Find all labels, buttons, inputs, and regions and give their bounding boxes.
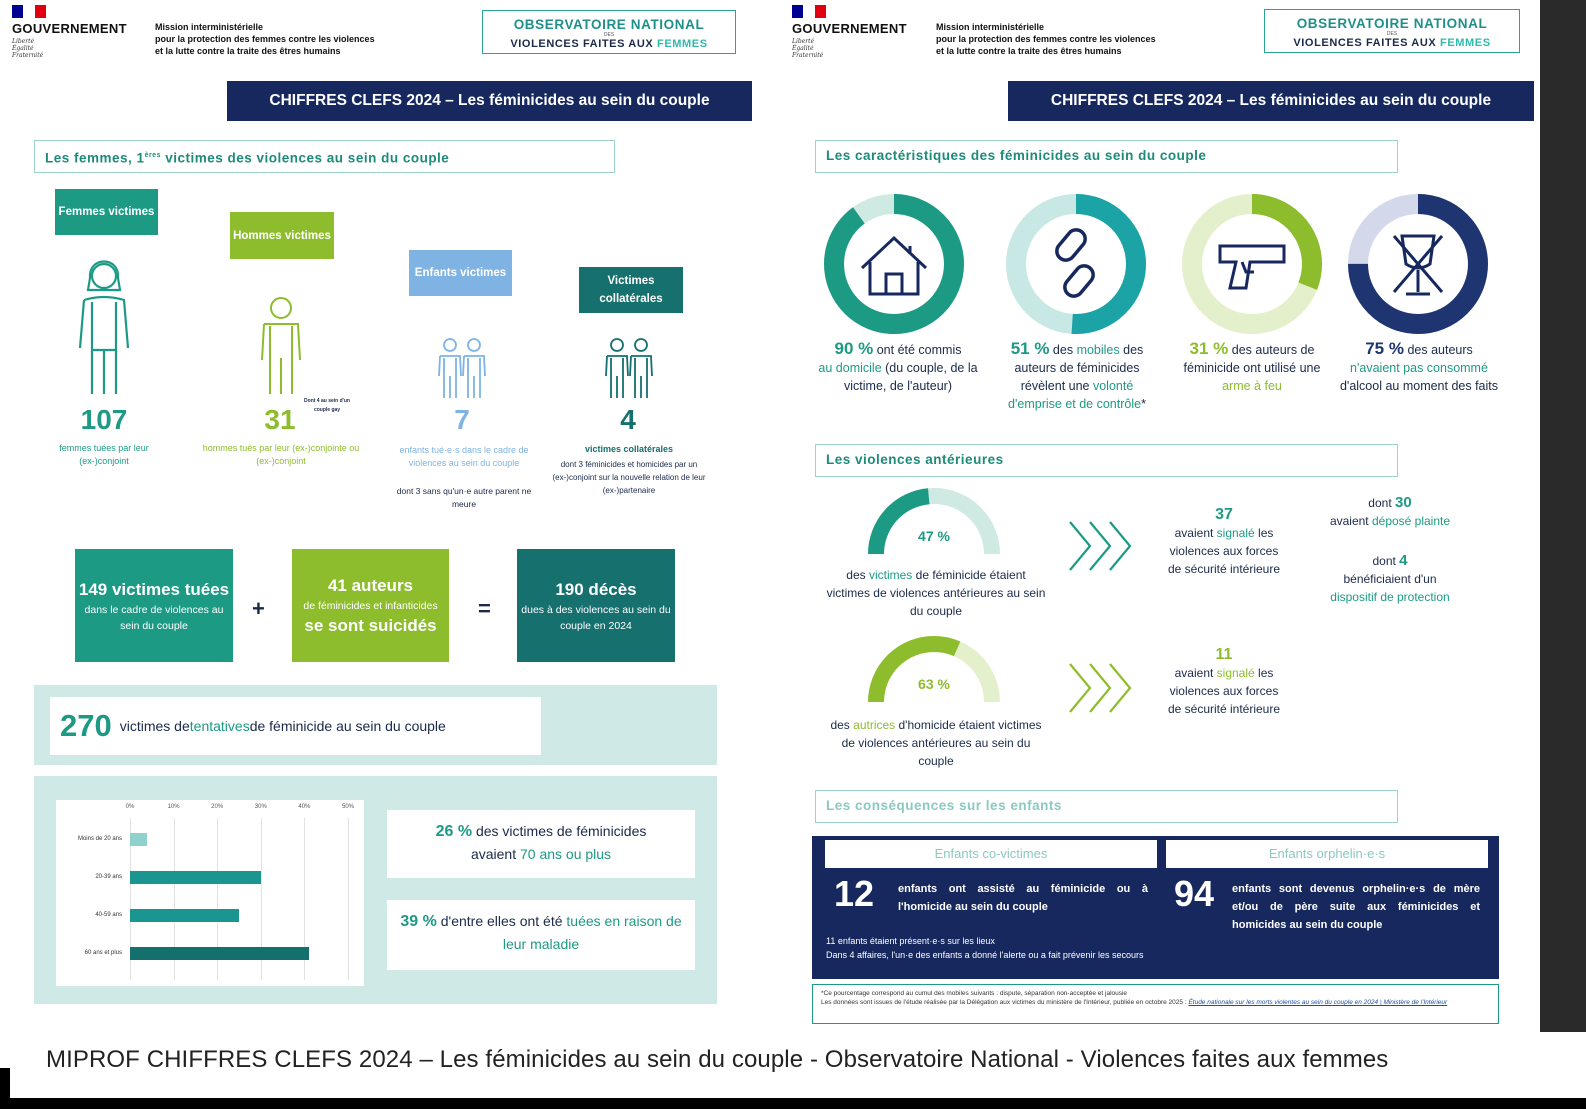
section-title-violences: Les violences antérieures bbox=[815, 444, 1398, 477]
mission-text: Mission interministérielle pour la protection des femmes contre les violences et la lutte contre la traite des êtres humains bbox=[155, 22, 375, 56]
age-bar bbox=[130, 909, 239, 922]
gauge-autrices bbox=[866, 636, 1002, 708]
age-bar-label: Moins de 20 ans bbox=[77, 836, 122, 842]
signalement-1: 37 avaient signalé les violences aux forces de sécurité intérieure bbox=[1167, 506, 1281, 576]
gov-devise: Liberté Égalité Fraternité bbox=[792, 38, 824, 59]
image-caption: MIPROF CHIFFRES CLEFS 2024 – Les féminicides au sein du couple - Observatoire National - Violences faites aux femmes bbox=[46, 1046, 1389, 1073]
gov-label: GOUVERNEMENT bbox=[12, 21, 127, 36]
note-hommes: Dont 4 au sein d'un couple gay bbox=[304, 398, 350, 413]
footnote-link[interactable]: Étude nationale sur les morts violentes au sein du couple en 2024 | Ministère de l'Intérieur bbox=[1188, 999, 1448, 1006]
caption-arme: 31 % des auteurs de féminicide ont utilisé une arme à feu bbox=[1183, 339, 1321, 393]
mission-text: Mission interministérielle pour la protection des femmes contre les violences et la lutte contre la traite des êtres humains bbox=[936, 22, 1156, 56]
caption-mobiles: 51 % des mobiles des auteurs de féminicides révèlent une volonté d'emprise et de contrôle* bbox=[1008, 339, 1146, 411]
marianne-flag-icon bbox=[792, 5, 826, 18]
screen-edge bbox=[1540, 0, 1586, 1032]
box-victimes-tuees: 149 victimes tuées dans le cadre de violences au sein du couple bbox=[75, 549, 233, 662]
ring-alcool bbox=[1346, 192, 1490, 336]
ring-mobiles bbox=[1004, 192, 1148, 336]
desc-collaterales: victimes collatérales bbox=[584, 444, 674, 454]
section-title-caracteristiques: Les caractéristiques des féminicides au sein du couple bbox=[815, 140, 1398, 173]
fact-70-ans: 26 % des victimes de féminicides avaient 70 ans ou plus bbox=[387, 810, 695, 878]
box-deces: 190 décès dues à des violences au sein du couple en 2024 bbox=[517, 549, 675, 662]
co-victimes-text: enfants ont assisté au féminicide ou à l'homicide au sein du couple bbox=[898, 883, 1148, 913]
chain-icon bbox=[1053, 226, 1097, 300]
age-axis-tick: 40% bbox=[298, 804, 311, 810]
age-gridline bbox=[348, 818, 349, 980]
desc-hommes: hommes tués par leur (ex-)conjointe ou (ex-)conjoint bbox=[202, 443, 360, 466]
col-co-victimes-title: Enfants co-victimes bbox=[825, 840, 1157, 868]
chevrons-icon bbox=[1066, 660, 1136, 716]
gov-label: GOUVERNEMENT bbox=[792, 21, 907, 36]
orphelins-number: 94 bbox=[1174, 873, 1215, 914]
infographic-page-left bbox=[0, 0, 752, 1032]
collateral-victims-icon bbox=[603, 336, 655, 400]
gauge-victimes bbox=[866, 488, 1002, 560]
category-label-femmes: Femmes victimes bbox=[55, 189, 158, 235]
desc-enfants: enfants tué·e·s dans le cadre de violences au sein du couple bbox=[399, 445, 529, 468]
desc-femmes: femmes tuées par leur (ex-)conjoint bbox=[59, 443, 149, 466]
page-gap bbox=[752, 0, 782, 1032]
age-bar-label: 60 ans et plus bbox=[84, 950, 122, 956]
number-femmes: 107 bbox=[80, 404, 128, 435]
co-victimes-note: 11 enfants étaient présent·e·s sur les lieux Dans 4 affaires, l'un·e des enfants a donné l'alerte ou a fait prévenir les secours bbox=[826, 936, 1144, 960]
ring-domicile bbox=[822, 192, 966, 336]
category-label-collaterales: Victimes collatérales bbox=[579, 267, 683, 313]
gov-devise: Liberté Égalité Fraternité bbox=[12, 38, 44, 59]
caption-domicile: 90 % ont été commis au domicile (du couple, de la victime, de l'auteur) bbox=[818, 339, 978, 393]
marianne-flag-icon bbox=[12, 5, 46, 18]
gun-icon bbox=[1220, 246, 1284, 288]
house-icon bbox=[862, 238, 926, 294]
age-bar-label: 40-59 ans bbox=[95, 912, 122, 918]
age-axis-tick: 20% bbox=[211, 804, 224, 810]
desc2-collaterales: dont 3 féminicides et homicides par un (ex-)conjoint sur la nouvelle relation de leur (ex-)partenaire bbox=[552, 460, 706, 495]
age-axis-tick: 50% bbox=[341, 804, 354, 810]
age-axis-tick: 10% bbox=[167, 804, 180, 810]
plus-sign: + bbox=[252, 596, 265, 621]
chevrons-icon bbox=[1066, 518, 1136, 574]
age-axis-tick: 30% bbox=[254, 804, 267, 810]
protection-stat: dont 4 bénéficiaient d'un dispositif de protection bbox=[1330, 552, 1450, 604]
co-victimes-number: 12 bbox=[834, 873, 875, 914]
section-title-femmes: Les femmes, 1ères victimes des violences au sein du couple bbox=[34, 140, 615, 173]
age-bar bbox=[130, 833, 147, 846]
orphelins-text: enfants sont devenus orphelin·e·s de mère et/ou de père suite aux féminicides et homicides au sein du couple bbox=[1232, 883, 1480, 931]
caption-edge bbox=[0, 1068, 10, 1098]
age-bar-label: 20-39 ans bbox=[95, 874, 122, 880]
caption-alcool: 75 % des auteurs n'avaient pas consommé d'alcool au moment des faits bbox=[1339, 339, 1499, 393]
age-bar bbox=[130, 871, 261, 884]
desc2-enfants: dont 3 sans qu'un·e autre parent ne meure bbox=[396, 486, 532, 509]
age-chart bbox=[56, 800, 364, 986]
box-auteurs-suicides: 41 auteurs de féminicides et infanticides se sont suicidés bbox=[292, 549, 449, 662]
number-collaterales: 4 bbox=[620, 404, 636, 435]
footnote-box: *Ce pourcentage correspond au cumul des mobiles suivants : dispute, séparation non-acceptée et jalousie Les données sont issues de l'étude réalisée par la Délégation aux victimes du ministère de l'Intérieur, publiée en octobre 2025 : Étude nationale sur les morts violentes au sein du couple en 2024 | Ministère de l'Intérieur bbox=[812, 984, 1499, 1024]
man-icon bbox=[258, 294, 304, 396]
category-label-enfants: Enfants victimes bbox=[409, 250, 512, 296]
gauge-autrices-caption: des autrices d'homicide étaient victimes de violences antérieures au sein du couple bbox=[830, 718, 1042, 768]
infographic-page-right bbox=[782, 0, 1540, 1032]
woman-icon bbox=[72, 250, 136, 396]
observatoire-logo: OBSERVATOIRE NATIONAL DES VIOLENCES FAITES AUX FEMMES bbox=[1264, 9, 1520, 53]
number-hommes: 31 bbox=[264, 404, 296, 435]
category-label-hommes: Hommes victimes bbox=[230, 212, 334, 259]
col-orphelins-title: Enfants orphelin·e·s bbox=[1166, 840, 1488, 868]
plainte-stat: dont 30 avaient déposé plainte bbox=[1329, 494, 1451, 528]
number-enfants: 7 bbox=[454, 404, 470, 435]
page-banner: CHIFFRES CLEFS 2024 – Les féminicides au sein du couple bbox=[227, 81, 752, 121]
age-axis-tick: 0% bbox=[125, 804, 135, 810]
bottom-bar bbox=[0, 1098, 1586, 1109]
page-banner: CHIFFRES CLEFS 2024 – Les féminicides au sein du couple bbox=[1008, 81, 1534, 121]
signalement-2: 11 avaient signalé les violences aux forces de sécurité intérieure bbox=[1167, 646, 1281, 716]
observatoire-logo: OBSERVATOIRE NATIONAL DES VIOLENCES FAITES AUX FEMMES bbox=[482, 10, 736, 54]
age-bar bbox=[130, 947, 309, 960]
attempts-card: 270 victimes de tentatives de féminicide au sein du couple bbox=[50, 697, 541, 755]
gauge-victimes-caption: des victimes de féminicide étaient victimes de violences antérieures au sein du couple bbox=[826, 568, 1046, 618]
fact-maladie: 39 % d'entre elles ont été tuées en raison de leur maladie bbox=[387, 900, 695, 970]
section-title-enfants: Les conséquences sur les enfants bbox=[815, 790, 1398, 823]
gauge-autrices-label: 63 % bbox=[918, 676, 950, 692]
no-alcohol-icon bbox=[1394, 236, 1442, 294]
gauge-victimes-label: 47 % bbox=[918, 528, 950, 544]
equals-sign: = bbox=[478, 596, 491, 621]
ring-arme bbox=[1180, 192, 1324, 336]
children-icon bbox=[436, 336, 488, 400]
